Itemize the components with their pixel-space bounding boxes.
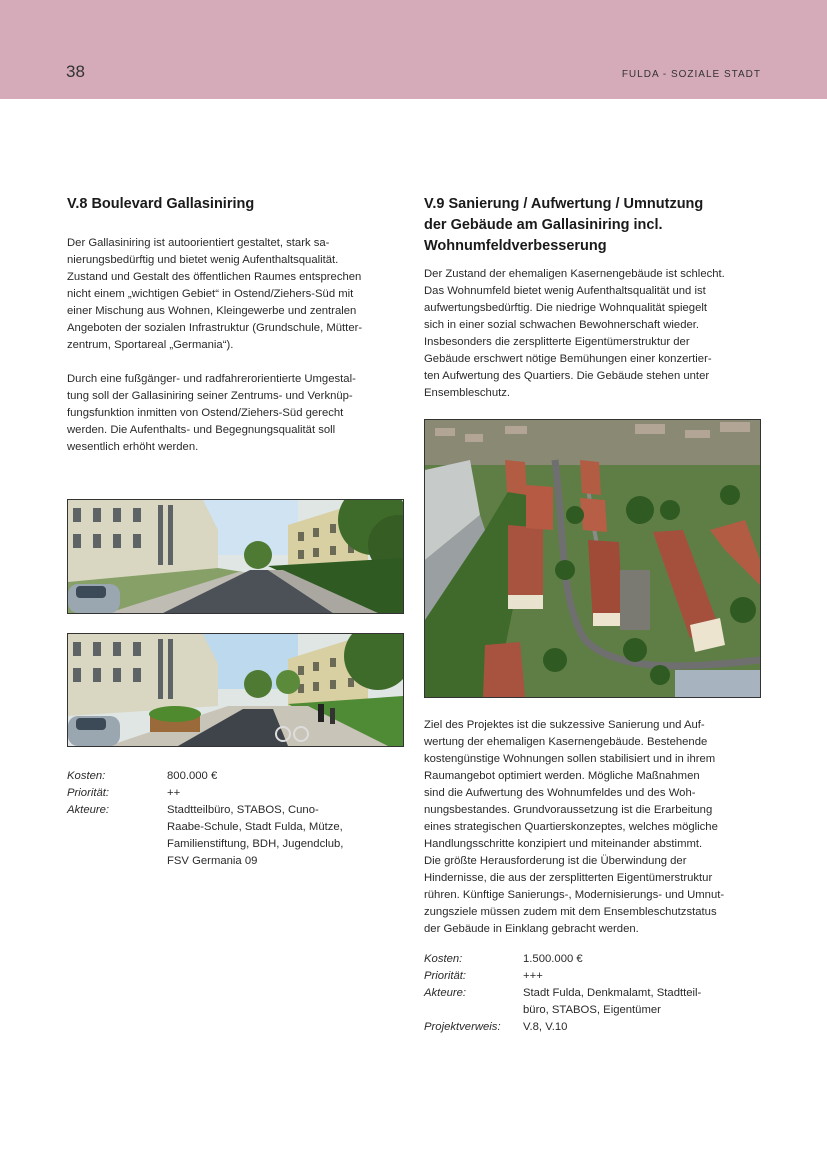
running-title: FULDA - SOZIALE STADT — [621, 69, 761, 80]
text-line: eines strategischen Quartierskonzeptes, welches mögliche — [424, 821, 718, 833]
meta-value: +++ — [523, 970, 543, 982]
section-heading-v8: V.8 Boulevard Gallasiniring — [67, 196, 255, 212]
v9-project-meta — [424, 951, 761, 1036]
text-line: rühren. Künftige Sanierungs-, Modernisierungs- und Umnut- — [424, 889, 725, 901]
heading-line: V.9 Sanierung / Aufwertung / Umnutzung — [424, 196, 704, 212]
street-photo-after — [67, 633, 404, 747]
meta-label: Priorität: — [424, 970, 467, 982]
text-line: kostengünstige Wohnungen sollen stabilisiert und in ihrem — [424, 753, 716, 765]
v9-paragraph-1 — [424, 266, 761, 402]
text-line: fungsfunktion inmitten von Ostend/Ziehers-Süd gerecht — [67, 407, 344, 419]
text-line: tung soll der Gallasiniring seiner Zentrums- und Verknüp- — [67, 390, 353, 402]
meta-label: Akteure: — [67, 804, 110, 816]
text-line: Familienstiftung, BDH, Jugendclub, — [167, 838, 344, 850]
text-line: sich in einer sozial schwachen Bewohnerschaft wieder. — [424, 319, 700, 331]
text-line: nicht einem „wichtigen Gebiet“ in Ostend/Ziehers-Süd mit — [67, 288, 354, 300]
text-line: Der Gallasiniring ist autoorientiert gestaltet, stark sa- — [67, 237, 330, 249]
text-line: ten Aufwertung des Quartiers. Die Gebäude stehen unter — [424, 370, 710, 382]
text-line: wesentlich erhöht werden. — [67, 441, 199, 453]
left-column — [67, 194, 404, 456]
meta-label: Kosten: — [424, 953, 463, 965]
page-number: 38 — [66, 62, 85, 81]
text-line: nungsbestandes. Grundvoraussetzung ist die Erarbeitung — [424, 804, 713, 816]
text-line: zentrum, Sportareal „Germania“). — [67, 339, 234, 351]
meta-value: 1.500.000 € — [523, 953, 583, 965]
meta-row-priority — [424, 968, 761, 985]
meta-label: Kosten: — [67, 770, 106, 782]
right-column — [424, 194, 761, 402]
text-line: der Gebäude in Einklang gebracht werden. — [424, 923, 639, 935]
heading-line: Wohnumfeldverbesserung — [424, 238, 607, 254]
text-line: wertung der ehemaligen Kasernengebäude. Bestehende — [424, 736, 708, 748]
text-line: Stadt Fulda, Denkmalamt, Stadtteil- — [523, 987, 702, 999]
text-line: Stadtteilbüro, STABOS, Cuno- — [167, 804, 319, 816]
meta-label: Priorität: — [67, 787, 110, 799]
meta-row-actors — [424, 985, 761, 1019]
text-line: Raumangebot optimiert werden. Mögliche Maßnahmen — [424, 770, 700, 782]
meta-label: Projektverweis: — [424, 1021, 501, 1033]
aerial-photo-barracks — [424, 419, 761, 698]
text-line: nierungsbedürftig und bietet wenig Aufenthaltsqualität. — [67, 254, 339, 266]
v9-paragraph-2 — [424, 717, 761, 938]
meta-value: ++ — [167, 787, 181, 799]
text-line: Raabe-Schule, Stadt Fulda, Mütze, — [167, 821, 343, 833]
text-line: Das Wohnumfeld bietet wenig Aufenthaltsqualität und ist — [424, 285, 706, 297]
meta-row-costs — [424, 951, 761, 968]
text-line: werden. Die Aufenthalts- und Begegnungsqualität soll — [67, 424, 336, 436]
meta-value: 800.000 € — [167, 770, 218, 782]
text-line: FSV Germania 09 — [167, 855, 258, 867]
text-line: Ziel des Projektes ist die sukzessive Sanierung und Auf- — [424, 719, 705, 731]
text-line: Zustand und Gestalt des öffentlichen Raumes entsprechen — [67, 271, 362, 283]
text-line: aufwertungsbedürftig. Die niedrige Wohnqualität spiegelt — [424, 302, 708, 314]
heading-line: der Gebäude am Gallasiniring incl. — [424, 217, 663, 233]
meta-label: Akteure: — [424, 987, 467, 999]
meta-row-costs — [67, 768, 404, 785]
text-line: Ensembleschutz. — [424, 387, 511, 399]
page-header-band — [0, 0, 827, 99]
text-line: Angeboten der sozialen Infrastruktur (Grundschule, Mütter- — [67, 322, 363, 334]
text-line: einer Mischung aus Wohnen, Kleingewerbe und zentralen — [67, 305, 357, 317]
text-line: büro, STABOS, Eigentümer — [523, 1004, 661, 1016]
meta-row-project-reference — [424, 1019, 761, 1036]
meta-row-actors — [67, 802, 404, 870]
meta-row-priority — [67, 785, 404, 802]
street-photo-before — [67, 499, 404, 614]
v8-paragraph-1 — [67, 235, 404, 354]
meta-value — [167, 802, 404, 870]
text-line: Die größte Herausforderung ist die Überwindung der — [424, 855, 687, 867]
v8-paragraph-2 — [67, 371, 404, 456]
text-line: Durch eine fußgänger- und radfahrerorientierte Umgestal- — [67, 373, 356, 385]
section-heading-v9 — [424, 194, 761, 257]
text-line: Handlungsschritte konzipiert und miteinander abstimmt. — [424, 838, 703, 850]
meta-value — [523, 985, 761, 1019]
text-line: sind die Aufwertung des Wohnumfeldes und des Woh- — [424, 787, 696, 799]
text-line: zungsziele müssen zudem mit dem Ensembleschutzstatus — [424, 906, 717, 918]
v8-project-meta — [67, 768, 404, 870]
text-line: Insbesonders die zersplitterte Eigentümerstruktur der — [424, 336, 690, 348]
text-line: Hindernisse, die aus der zersplitterten Eigentümerstruktur — [424, 872, 713, 884]
text-line: Gebäude erschwert nötige Bemühungen einer konzertier- — [424, 353, 712, 365]
meta-value: V.8, V.10 — [523, 1021, 568, 1033]
text-line: Der Zustand der ehemaligen Kasernengebäude ist schlecht. — [424, 268, 725, 280]
